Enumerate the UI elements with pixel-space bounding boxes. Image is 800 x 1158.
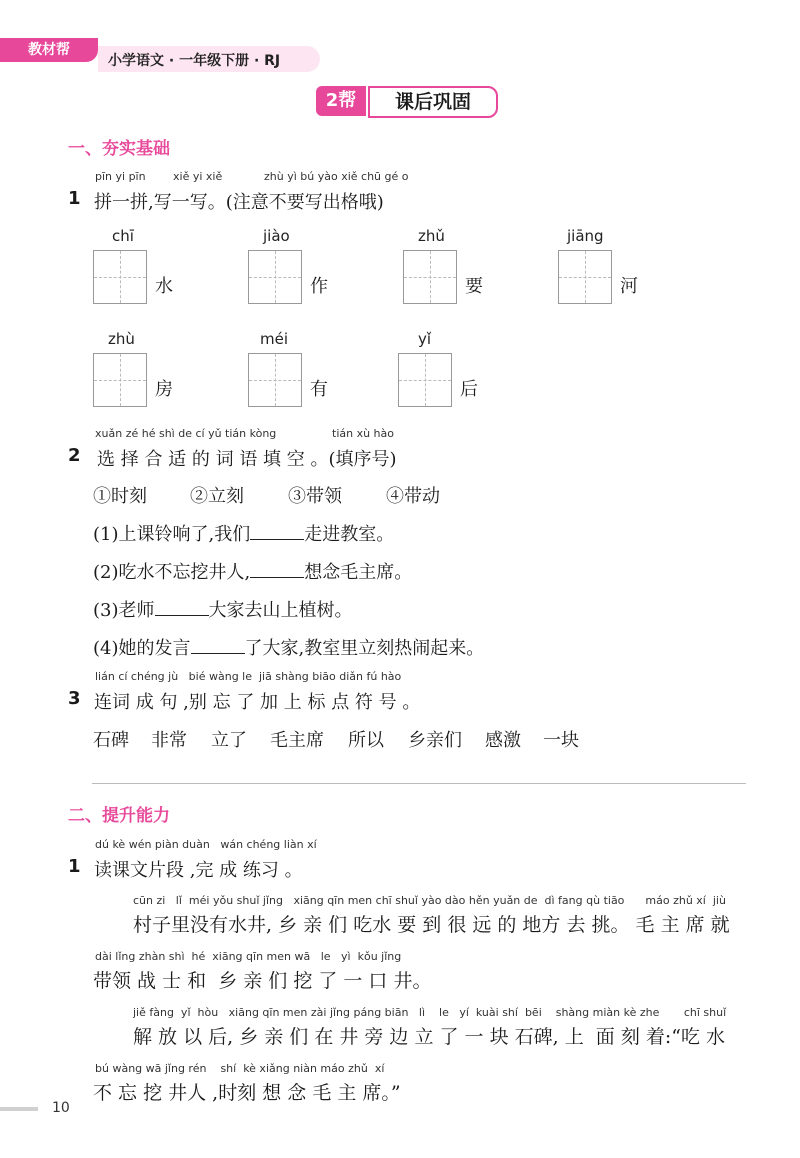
grid-pinyin: chī [112,227,134,245]
passage-line: 带领 战 士 和 乡 亲 们 挖 了 一 口 井。 [93,970,432,992]
q1-pinyin-1: pīn yi pīn [95,170,146,183]
fill-item-post: 想念毛主席。 [304,562,413,583]
q2-pinyin-1: xuǎn zé hé shì de cí yǔ tián kòng [95,427,277,440]
grid-pinyin: jiāng [567,227,604,245]
question-text: 读课文片段 ,完 成 练习 。 [94,860,303,881]
option: ②立刻 [190,486,244,507]
section-divider [92,783,746,784]
fill-item-post: 了大家,教室里立刻热闹起来。 [244,638,485,659]
grid-char: 河 [620,276,638,297]
fill-item [93,634,484,660]
fill-item-pre: (3)老师 [93,600,155,621]
grid-char: 作 [310,276,328,297]
writing-grid[interactable] [248,250,302,304]
passage-line: 解 放 以 后, 乡 亲 们 在 井 旁 边 立 了 一 块 石碑, 上 面 刻 着:“吃 水 [133,1026,726,1048]
passage-pinyin: cūn zi lǐ méi yǒu shuǐ jǐng xiāng qīn men chī shuǐ yào dào hěn yuǎn de dì fang qù tiāo máo zhǔ xí jiù [133,894,726,907]
writing-grid[interactable] [403,250,457,304]
grid-pinyin: zhǔ [418,227,445,245]
question-text: 连词 成 句 ,别 忘 了 加 上 标 点 符 号 。 [94,692,421,713]
question-number: 2 [68,445,81,466]
answer-blank[interactable] [191,635,245,654]
fill-item-post: 大家去山上植树。 [208,600,353,621]
grid-char: 要 [465,276,483,297]
lesson-title: 课后巩固 [368,86,498,118]
grid-char: 后 [460,379,478,400]
passage-pinyin: jiě fàng yǐ hòu xiāng qīn men zài jǐng páng biān lì le yí kuài shí bēi shàng miàn kè zhe chī shuǐ [133,1006,727,1019]
question-text: 拼一拼,写一写。(注意不要写出格哦) [94,192,384,213]
word-card: 石碑 [93,730,129,751]
writing-grid[interactable] [248,353,302,407]
word-card: 所以 [348,730,384,751]
writing-grid[interactable] [398,353,452,407]
fill-item-post: 走进教室。 [304,524,395,545]
fill-item [93,558,412,584]
q1-pinyin-2: xiě yi xiě [173,170,223,183]
fill-item-pre: (4)她的发言 [93,638,191,659]
word-card: 一块 [543,730,579,751]
grid-char: 房 [155,379,173,400]
q1-pinyin-3: zhù yì bú yào xiě chū gé o [264,170,409,183]
lesson-badge: 2帮 [316,86,366,116]
fill-item [93,596,353,622]
passage-line: 村子里没有水井, 乡 亲 们 吃水 要 到 很 远 的 地方 去 挑。 毛 主 席 就 [133,914,730,936]
page-number: 10 [52,1100,70,1116]
grid-char: 有 [310,379,328,400]
q2-pinyin-2: tián xù hào [332,427,394,440]
q3-pinyin: lián cí chéng jù bié wàng le jiā shàng biāo diǎn fú hào [95,670,402,683]
page-bar [0,1107,38,1111]
question-text: 选 择 合 适 的 词 语 填 空 。(填序号) [97,449,397,470]
grid-pinyin: yǐ [418,330,432,348]
writing-grid[interactable] [93,250,147,304]
word-card: 乡亲们 [408,730,462,751]
q4-pinyin: dú kè wén piàn duàn wán chéng liàn xí [95,838,317,851]
question-number: 1 [68,856,81,877]
answer-blank[interactable] [155,597,209,616]
section-title-ability: 二、提升能力 [68,806,170,826]
grid-char: 水 [155,276,173,297]
fill-item-pre: (2)吃水不忘挖井人, [93,562,251,583]
fill-item [93,520,394,546]
grid-pinyin: jiào [263,227,290,245]
writing-grid[interactable] [558,250,612,304]
subject-label: 小学语文 · 一年级下册 · RJ [108,53,281,69]
answer-blank[interactable] [250,521,304,540]
grid-pinyin: méi [260,330,289,348]
writing-grid[interactable] [93,353,147,407]
section-title-basics: 一、夯实基础 [68,139,170,159]
option: ③带领 [288,486,342,507]
word-card: 感激 [485,730,521,751]
passage-pinyin: bú wàng wā jǐng rén shí kè xiǎng niàn máo zhǔ xí [95,1062,385,1075]
question-number: 3 [68,688,81,709]
passage-pinyin: dài lǐng zhàn shì hé xiāng qīn men wā le yì kǒu jǐng [95,950,402,963]
passage-line: 不 忘 挖 井人 ,时刻 想 念 毛 主 席。” [93,1082,401,1104]
word-card: 非常 [151,730,187,751]
grid-pinyin: zhù [108,330,135,348]
fill-item-pre: (1)上课铃响了,我们 [93,524,251,545]
question-number: 1 [68,188,81,209]
word-card: 毛主席 [270,730,324,751]
answer-blank[interactable] [250,559,304,578]
option: ①时刻 [93,486,147,507]
word-card: 立了 [211,730,247,751]
option: ④带动 [386,486,440,507]
brand-tag: 教材帮 [0,38,98,62]
